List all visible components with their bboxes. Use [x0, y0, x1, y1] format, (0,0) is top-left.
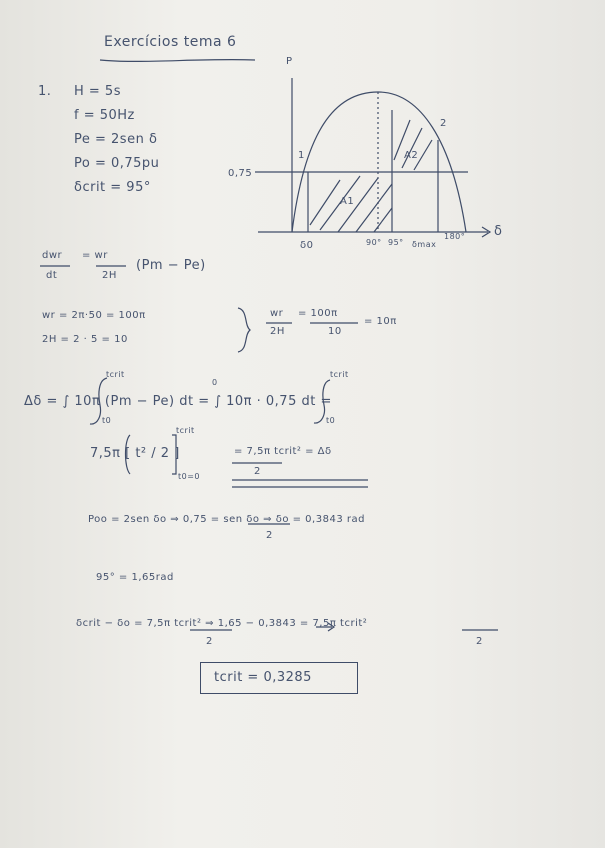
marker-1: 1: [298, 150, 305, 161]
graph-delta-label: δ: [494, 224, 503, 239]
given-crit: δcrit = 95°: [74, 180, 151, 195]
ratio-result: = 10π: [364, 316, 397, 327]
exercise-number: 1.: [38, 84, 52, 99]
ratio-den: 2H: [270, 326, 285, 337]
area-a2-label: A2: [404, 150, 419, 161]
t2-line: 7,5π [ t² / 2 ]: [90, 446, 180, 461]
tick-95: 95°: [388, 238, 404, 247]
final-line: δcrit − δo = 7,5π tcrit² ⇒ 1,65 − 0,3843 = 7,5π tcrit²: [76, 618, 368, 629]
title-underline: [100, 60, 255, 62]
t2-lim-top: tcrit: [176, 426, 195, 435]
given-f: f = 50Hz: [74, 108, 135, 123]
answer-text: tcrit = 0,3285: [214, 670, 312, 685]
deg-line: 95° = 1,65rad: [96, 572, 174, 583]
int-lim-bot: t0: [102, 416, 112, 425]
graph-level-label: 0,75: [228, 168, 253, 179]
curly-brace: [238, 308, 250, 352]
swing-2h: 2H: [102, 270, 117, 281]
graph-p-label: P: [286, 56, 293, 67]
given-pe: Pe = 2sen δ: [74, 132, 158, 147]
final-den-1: 2: [206, 636, 213, 647]
int-zero: 0: [212, 378, 218, 387]
power-curve: [292, 92, 466, 232]
double-underline: [232, 480, 368, 487]
ratio-eq-den: 10: [328, 326, 342, 337]
swing-dt: dt: [46, 270, 58, 281]
wr-line: wr = 2π·50 = 100π: [42, 310, 146, 321]
marker-2: 2: [440, 118, 447, 129]
tick-dmax: δmax: [412, 240, 437, 249]
swing-pm-pe: (Pm − Pe): [136, 258, 206, 273]
poo-den: 2: [266, 530, 273, 541]
ratio-num: wr: [270, 308, 284, 319]
page-title: Exercícios tema 6: [104, 34, 237, 50]
swing-wr: = wr: [82, 250, 108, 261]
final-den-2: 2: [476, 636, 483, 647]
t2-result-den: 2: [254, 466, 261, 477]
int-lim-top: tcrit: [106, 370, 125, 379]
tick-180: 180°: [444, 232, 466, 241]
given-po: Po = 0,75pu: [74, 156, 160, 171]
int2-lim-top: tcrit: [330, 370, 349, 379]
given-h: H = 5s: [74, 84, 121, 99]
twoh-line: 2H = 2 · 5 = 10: [42, 334, 128, 345]
poo-line: Poo = 2sen δo ⇒ 0,75 = sen δo ⇒ δo = 0,3843 rad: [88, 514, 365, 525]
tick-90: 90°: [366, 238, 382, 247]
delta-integral: Δδ = ∫ 10π (Pm − Pe) dt = ∫ 10π · 0,75 dt =: [24, 394, 332, 409]
area-a2-hatch: [394, 120, 432, 170]
ratio-eq-num: = 100π: [298, 308, 338, 319]
swing-dwr: dwr: [42, 250, 63, 261]
area-a1-label: A1: [340, 196, 355, 207]
int2-lim-bot: t0: [326, 416, 336, 425]
tick-delta0: δ0: [300, 240, 314, 251]
t2-lim-bot: t0=0: [178, 472, 201, 481]
t2-result: = 7,5π tcrit² = Δδ: [234, 446, 332, 457]
